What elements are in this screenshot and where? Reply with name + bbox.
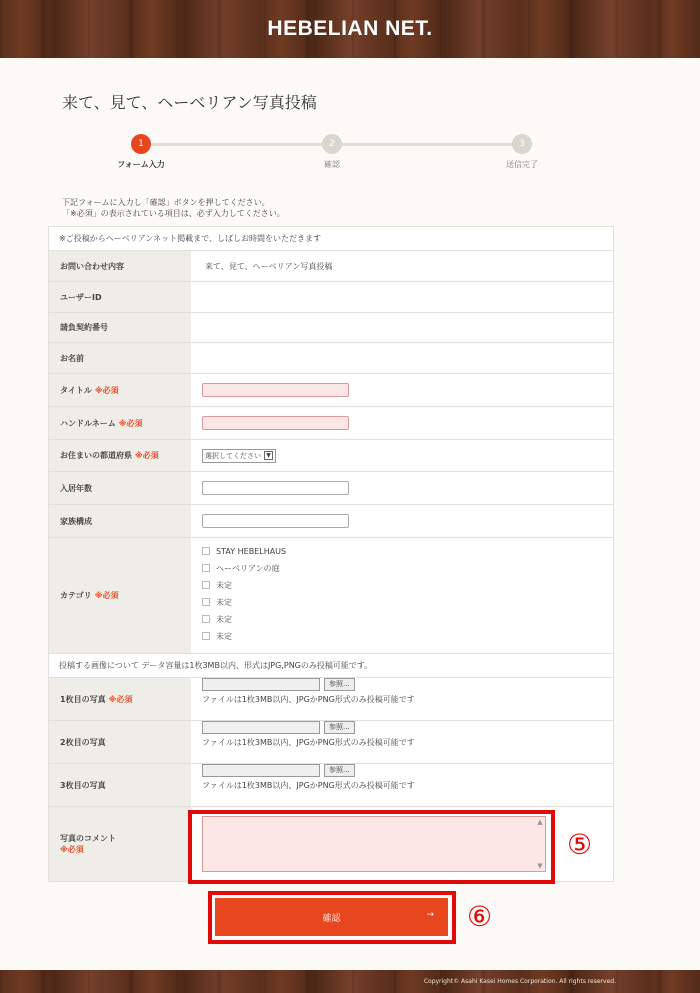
site-header [0,0,700,58]
field-label: カテゴリ [60,591,92,600]
photo1-file-input[interactable] [202,678,320,691]
required-mark: ※必須 [118,418,143,428]
site-logo[interactable]: HEBELIAN NET. [267,17,433,40]
option-label: 未定 [216,614,232,624]
required-mark: ※必須 [108,694,133,704]
chevron-down-icon: ▼ [264,451,273,460]
user-id-value [191,282,613,312]
photo1-label [49,678,191,720]
handle-input[interactable] [202,416,349,430]
checkbox[interactable] [202,598,210,606]
arrow-right-icon: → [426,910,434,920]
contract-no-value [191,313,613,342]
contract-no-label: 請負契約番号 [49,313,191,342]
highlight-comment [188,810,555,884]
comment-label [49,807,191,881]
name-label: お名前 [49,343,191,373]
category-option[interactable] [202,562,286,574]
browse-button[interactable]: 参照... [324,721,355,734]
field-label: タイトル [60,385,92,395]
prefecture-select[interactable] [202,449,276,463]
step-label: フォーム入力 [117,160,165,169]
handle-label [49,407,191,439]
annotation-marker-5: ⑤ [567,828,593,861]
copyright: Copyright© Asahi Kasei Homes Corporation. All rights reserved. [423,978,616,985]
row-title [49,374,613,407]
step-label: 確認 [324,160,340,169]
family-input[interactable] [202,514,349,528]
category-label [49,538,191,653]
inquiry-value: 来て、見て、ヘーベリアン写真投稿 [205,261,333,271]
annotation-marker-6: ⑥ [467,900,493,933]
checkbox[interactable] [202,564,210,572]
category-option[interactable] [202,630,286,642]
intro-line: 「※必須」の表示されている項目は、必ず入力してください。 [62,209,285,218]
file-note: ファイルは1枚3MB以内、JPGかPNG形式のみ投稿可能です [202,695,415,704]
row-user-id [49,282,613,313]
page-title: 来て、見て、ヘーベリアン写真投稿 [62,93,317,112]
years-input[interactable] [202,481,349,495]
photo3-file-input[interactable] [202,764,320,777]
image-info: 投稿する画像について データ容量は1枚3MB以内、形式はJPG,PNGのみ投稿可能です。 [49,654,613,678]
field-label: お住まいの都道府県 [60,451,132,460]
option-label: 未定 [216,597,232,607]
confirm-button[interactable] [215,898,448,936]
submission-form [48,226,614,882]
option-label: STAY HEBELHAUS [216,546,287,556]
row-name [49,343,613,374]
step-confirm [272,134,392,170]
field-label: 1枚目の写真 [60,694,106,704]
main-content [0,58,700,970]
form-notice: ※ご投稿からヘーベリアンネット掲載まで、しばしお時間をいただきます [49,227,613,251]
inquiry-label: お問い合わせ内容 [49,251,191,281]
progress-steps [0,134,700,174]
required-mark: ※必須 [60,845,84,854]
option-label: 未定 [216,580,232,590]
category-option[interactable] [202,596,286,608]
intro-line: 下記フォームに入力し「確認」ボタンを押してください。 [62,198,270,207]
step-number: 3 [512,134,532,154]
title-label [49,374,191,406]
category-option[interactable] [202,579,286,591]
required-mark: ※必須 [135,451,159,460]
row-photo2 [49,721,613,764]
category-options [191,538,286,653]
photo2-label: 2枚目の写真 [49,721,191,763]
field-label: ハンドルネーム [60,418,116,428]
required-mark: ※必須 [94,591,119,600]
site-footer [0,970,700,993]
row-years [49,472,613,505]
intro-text [62,197,285,219]
row-family [49,505,613,538]
checkbox[interactable] [202,632,210,640]
checkbox[interactable] [202,615,210,623]
textarea-scrollbar[interactable]: ▲ ▼ [537,818,543,870]
row-prefecture [49,440,613,472]
name-value [191,343,613,373]
required-mark: ※必須 [94,385,119,395]
checkbox[interactable] [202,547,210,555]
row-handle [49,407,613,440]
checkbox[interactable] [202,581,210,589]
row-contract-no [49,313,613,343]
row-photo1 [49,678,613,721]
file-note: ファイルは1枚3MB以内、JPGかPNG形式のみ投稿可能です [202,781,415,790]
row-photo3 [49,764,613,807]
browse-button[interactable]: 参照... [324,764,355,777]
confirm-label: 確認 [322,913,341,924]
step-complete [462,134,582,170]
category-option[interactable] [202,545,286,557]
step-number: 2 [322,134,342,154]
photo3-label: 3枚目の写真 [49,764,191,806]
step-label: 送信完了 [506,160,538,169]
field-label: 写真のコメント [60,834,116,843]
family-label: 家族構成 [49,505,191,537]
title-input[interactable] [202,383,349,397]
step-form-input [81,134,201,170]
browse-button[interactable]: 参照... [324,678,355,691]
option-label: ヘーベリアンの庭 [216,563,280,573]
row-category [49,538,613,654]
user-id-label: ユーザーID [49,282,191,312]
category-option[interactable] [202,613,286,625]
select-value: 選択してください [205,451,261,460]
years-label: 入居年数 [49,472,191,504]
file-note: ファイルは1枚3MB以内、JPGかPNG形式のみ投稿可能です [202,738,415,747]
option-label: 未定 [216,631,232,641]
prefecture-label [49,440,191,471]
step-number: 1 [131,134,151,154]
row-inquiry [49,251,613,282]
photo2-file-input[interactable] [202,721,320,734]
